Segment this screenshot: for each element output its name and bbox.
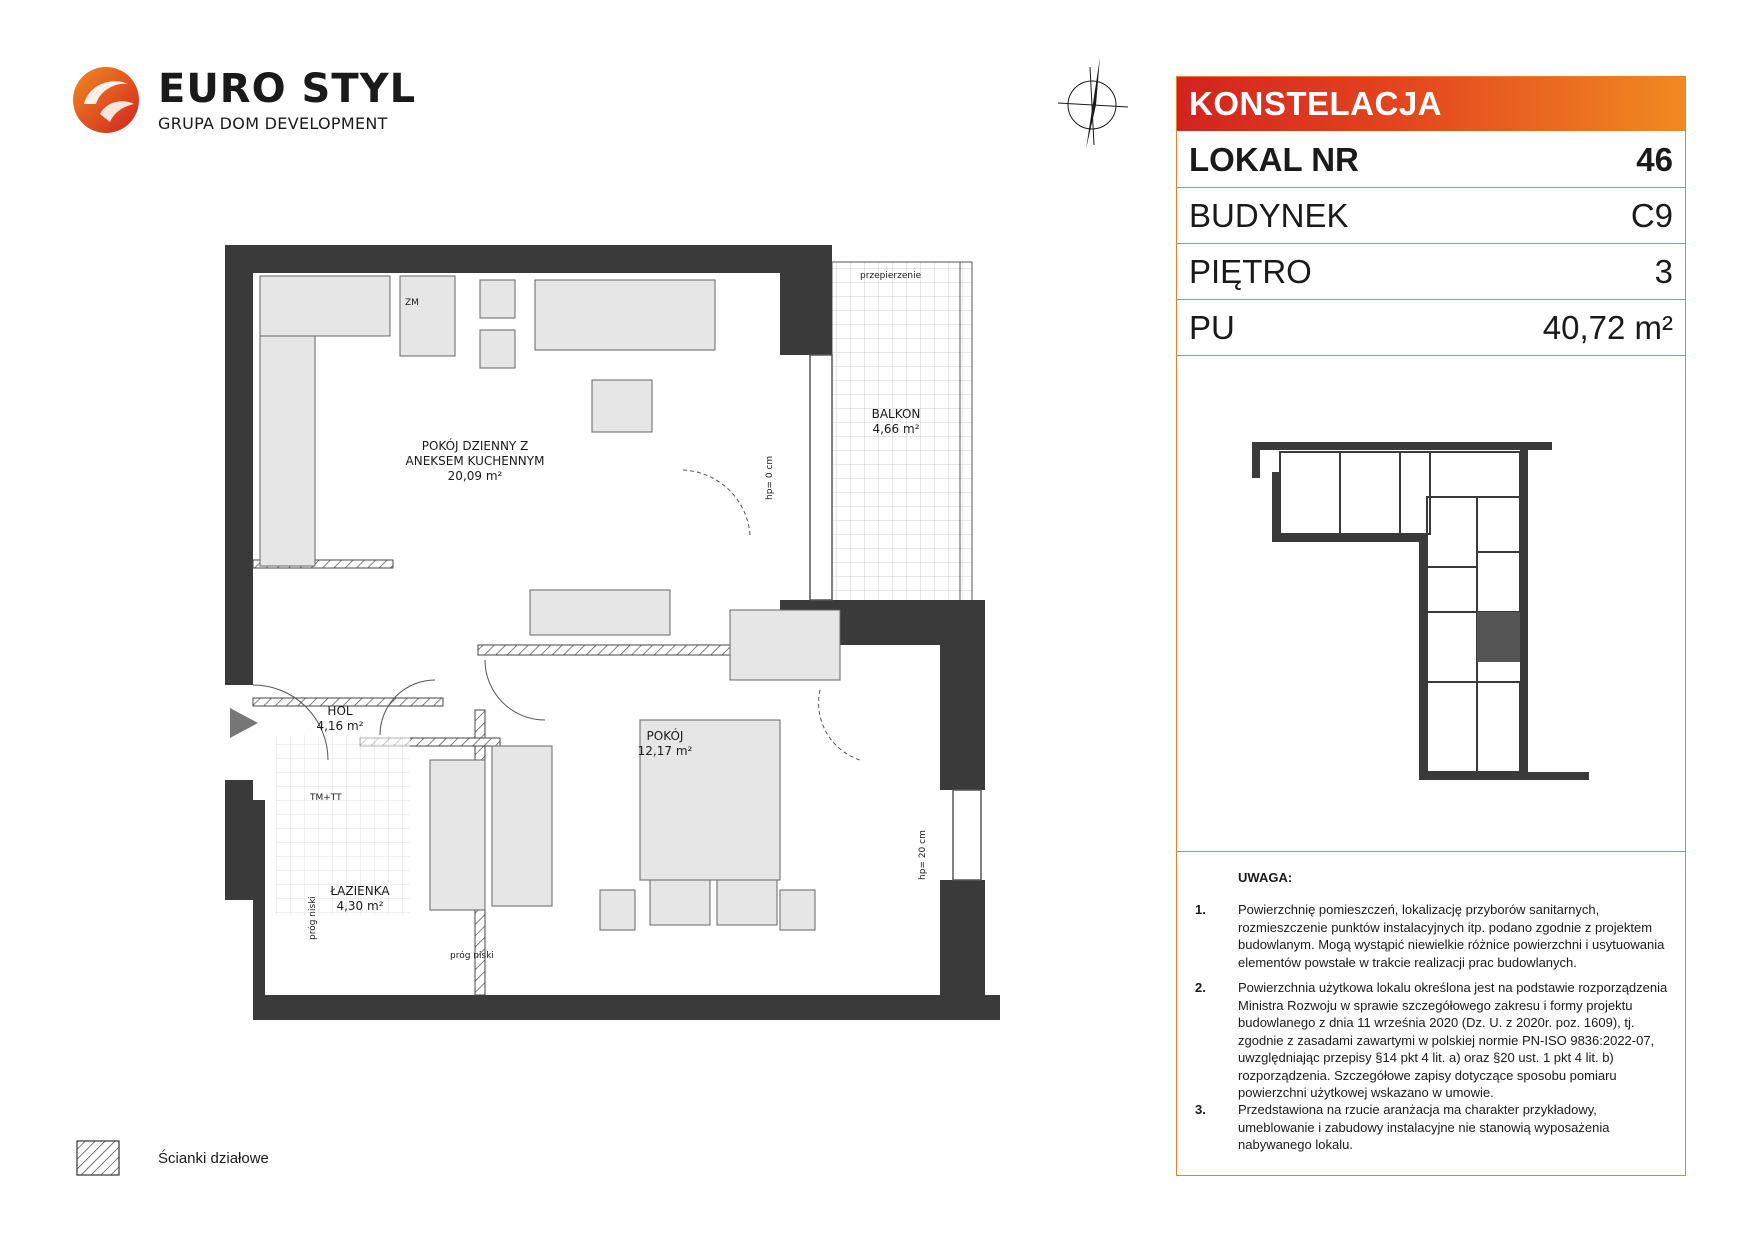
note-3-text: Przedstawiona na rzucie aranżacja ma charakter przykładowy, umeblowanie i zabudowy instalacyjne nie stanowią wyposażenia nabywanego lokalu. [1238, 1102, 1610, 1152]
threshold-note-1: próg niski [450, 951, 494, 961]
room-living-line2: ANEKSEM KUCHENNYM [405, 454, 545, 468]
room-balcony-area: 4,66 m² [872, 422, 920, 436]
row-area-value: 40,72 m² [1542, 309, 1673, 346]
hatch-swatch-icon [76, 1140, 120, 1176]
row-building-value: C9 [1630, 197, 1673, 234]
row-unit-label: LOKAL NR [1189, 141, 1359, 178]
hp20-note: hp= 20 cm [918, 830, 928, 880]
room-balcony-name: BALKON [871, 407, 921, 421]
room-bathroom-area: 4,30 m² [336, 899, 384, 913]
zm-note: ZM [405, 298, 419, 308]
project-header [1177, 77, 1685, 131]
row-floor-label: PIĘTRO [1189, 253, 1312, 290]
room-bathroom-name: ŁAZIENKA [330, 884, 390, 898]
room-living-area: 20,09 m² [447, 469, 503, 483]
note-1-text: Powierzchnię pomieszczeń, lokalizację przyborów sanitarnych, rozmieszczenie punktów instalacyjnych itp. podano zgodnie z projektem budowlanym. Mogą wystąpić niewielkie różnice powierzchni i usytuowania elementów powstałe w trakcie realizacji prac budowlanych. [1238, 902, 1665, 970]
row-building-label: BUDYNEK [1189, 197, 1349, 234]
notes-title: UWAGA: [1238, 870, 1293, 885]
room-living-line1: POKÓJ DZIENNY Z [421, 439, 529, 453]
legend [76, 1140, 376, 1180]
logo-subtitle: GRUPA DOM DEVELOPMENT [158, 114, 388, 133]
hp0-note: hp= 0 cm [765, 455, 775, 500]
row-unit [1177, 132, 1685, 188]
floor-plan [220, 240, 1000, 1020]
building-key-plan [1252, 442, 1592, 782]
highlighted-unit [1477, 612, 1520, 662]
logo-title: EURO STYL [158, 66, 417, 112]
row-building [1177, 188, 1685, 244]
logo-flame-icon [70, 64, 150, 136]
tmtt-note: TM+TT [310, 793, 342, 803]
room-bedroom-name: POKÓJ [646, 729, 684, 743]
project-name: KONSTELACJA [1189, 85, 1443, 122]
threshold-note-2: próg niski [308, 896, 318, 940]
legend-label: Ścianki działowe [158, 1150, 269, 1167]
note-1-num: 1. [1195, 902, 1206, 917]
row-floor [1177, 244, 1685, 300]
info-panel [1176, 76, 1686, 1176]
row-unit-value: 46 [1636, 141, 1673, 178]
row-area-label: PU [1189, 309, 1235, 346]
room-bedroom-area: 12,17 m² [637, 744, 693, 758]
note-2-num: 2. [1195, 980, 1206, 995]
north-arrow-icon [1050, 55, 1140, 155]
note-3-num: 3. [1195, 1102, 1206, 1117]
company-logo [70, 64, 417, 144]
room-hall-name: HOL [327, 704, 353, 718]
room-hall-area: 4,16 m² [316, 719, 364, 733]
partition-note: przepierzenie [860, 271, 922, 281]
row-floor-value: 3 [1654, 253, 1673, 290]
row-area [1177, 300, 1685, 356]
note-2-text: Powierzchnia użytkowa lokalu określona jest na podstawie rozporządzenia Ministra Rozwoju w sprawie szczegółowego zakresu i formy projektu budowlanego z dnia 11 września 2020 (Dz. U. z 2020r. poz. 1609), tj. zgodnie z zasadami zawartymi w polskiej normie PN-ISO 9836:2022-07, uwzględniając przepisy §14 pkt 4 lit. a) oraz §20 ust. 1 pkt 4 lit. b) rozporządzenia. Szczegółowe zapisy dotyczące sposobu pomiaru powierzchni użytkowej wskazano w umowie. [1238, 980, 1668, 1100]
